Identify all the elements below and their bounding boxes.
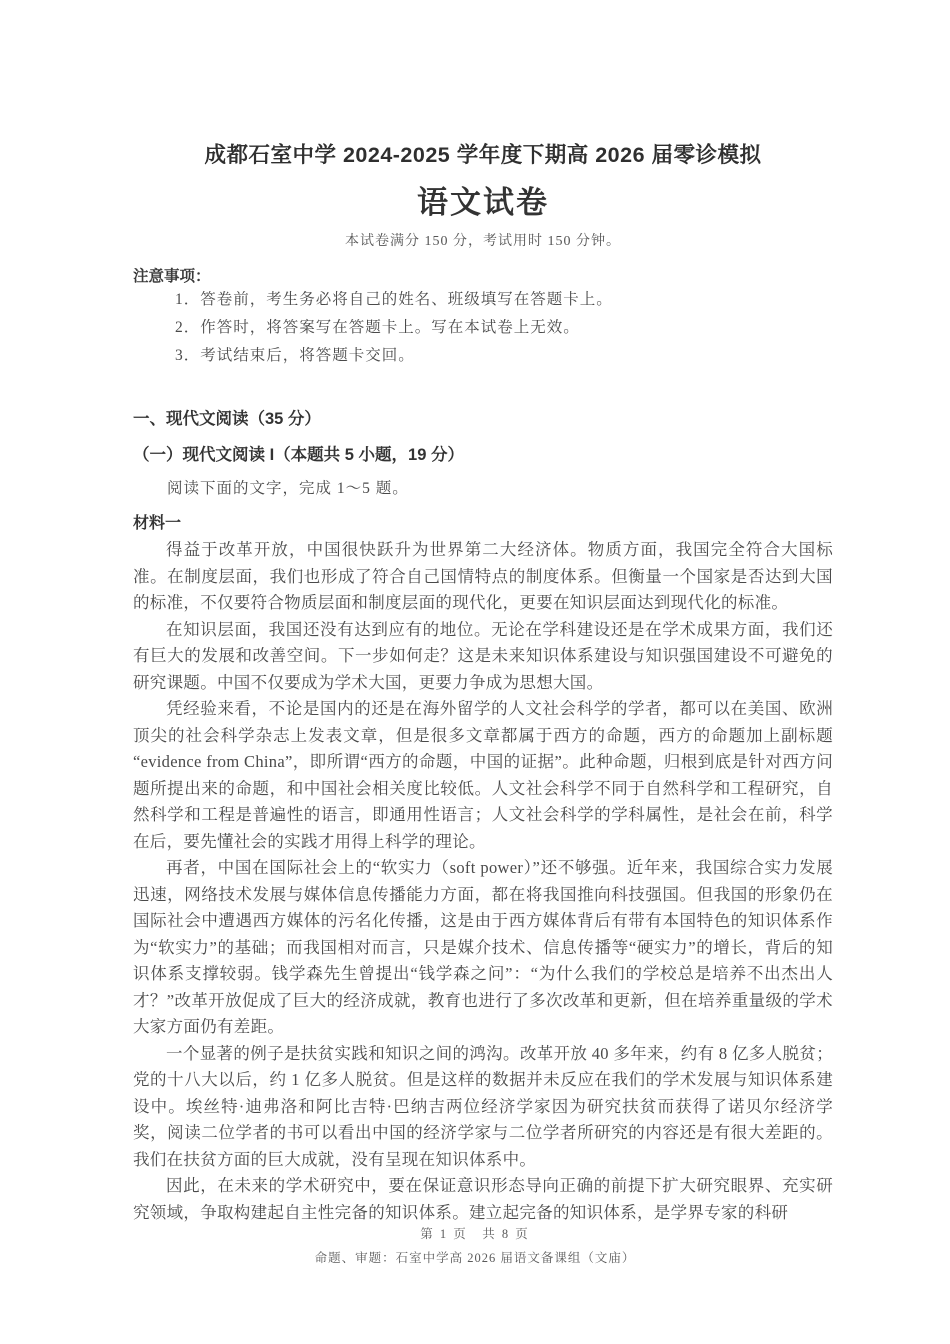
credit-line: 命题、审题：石室中学高 2026 届语文备课组（文庙） bbox=[314, 1251, 636, 1265]
notice-list bbox=[133, 290, 833, 365]
material-paragraph: 在知识层面，我国还没有达到应有的地位。无论在学科建设还是在学术成果方面，我们还有巨大的发展和改善空间。下一步如何走？这是未来知识体系建设与知识强国建设不可避免的研究课题。中国不仅要成为学术大国，更要力争成为思想大国。 bbox=[133, 619, 833, 692]
material-paragraph: 凭经验来看，不论是国内的还是在海外留学的人文社会科学的学者，都可以在美国、欧洲顶尖的社会科学杂志上发表文章，但是很多文章都属于西方的命题，西方的命题加上副标题“evidence from China”，即所谓“西方的命题，中国的证据”。此种命题，归根到底是针对西方问题所提出来的命题，和中国社会相关度比较低。人文社会科学不同于自然科学和工程研究，自然科学和工程是普遍性的语言，即通用性语言；人文社会科学的学科属性，是社会在前，科学在后，要先懂社会的实践才用得上科学的理论。 bbox=[133, 699, 833, 851]
paper-title: 语文试卷 bbox=[417, 185, 549, 220]
material-body bbox=[133, 537, 833, 1226]
reading-instruction: 阅读下面的文字，完成 1～5 题。 bbox=[167, 480, 409, 497]
notice-label: 注意事项： bbox=[133, 268, 211, 285]
school-title: 成都石室中学 2024-2025 学年度下期高 2026 届零诊模拟 bbox=[204, 143, 762, 167]
material-paragraph: 再者，中国在国际社会上的“软实力（soft power）”还不够强。近年来，我国综合实力发展迅速，网络技术发展与媒体信息传播能力方面，都在将我国推向科技强国。但我国的形象仍在国际社会中遭遇西方媒体的污名化传播，这是由于西方媒体背后有带有本国特色的知识体系作为“软实力”的基础；而我国相对而言，只是媒介技术、信息传播等“硬实力”的增长，背后的知识体系支撑较弱。钱学森先生曾提出“钱学森之问”：“为什么我们的学校总是培养不出杰出人才？”改革开放促成了巨大的经济成就，教育也进行了多次改革和更新，但在培养重量级的学术大家方面仍有差距。 bbox=[133, 858, 833, 1036]
material-label: 材料一 bbox=[133, 515, 182, 532]
page-number: 第 1 页 共 8 页 bbox=[420, 1227, 530, 1241]
page-footer bbox=[0, 1224, 950, 1266]
material-paragraph: 一个显著的例子是扶贫实践和知识之间的鸿沟。改革开放 40 多年来，约有 8 亿多人脱贫；党的十八大以后，约 1 亿多人脱贫。但是这样的数据并未反应在我们的学术发展与知识体系建设中。埃丝特·迪弗洛和阿比吉特·巴纳吉两位经济学家因为研究扶贫而获得了诺贝尔经济学奖，阅读二位学者的书可以看出中国的经济学家与二位学者所研究的内容还是有很大差距的。我们在扶贫方面的巨大成就，没有呈现在知识体系中。 bbox=[133, 1043, 833, 1169]
section-heading: 一、现代文阅读（35 分） bbox=[133, 410, 321, 428]
material-paragraph: 得益于改革开放，中国很快跃升为世界第二大经济体。物质方面，我国完全符合大国标准。在制度层面，我们也形成了符合自己国情特点的制度体系。但衡量一个国家是否达到大国的标准，不仅要符合物质层面和制度层面的现代化，更要在知识层面达到现代化的标准。 bbox=[133, 540, 833, 612]
paper-info: 本试卷满分 150 分，考试用时 150 分钟。 bbox=[345, 234, 621, 249]
material-paragraph: 因此，在未来的学术研究中，要在保证意识形态导向正确的前提下扩大研究眼界、充实研究领域，争取构建起自主性完备的知识体系。建立起完备的知识体系，是学界专家的科研 bbox=[133, 1176, 833, 1222]
notice-item: 3．考试结束后，将答题卡交回。 bbox=[175, 347, 415, 364]
page-content bbox=[133, 0, 833, 1226]
notice-item: 1．答卷前，考生务必将自己的姓名、班级填写在答题卡上。 bbox=[175, 291, 613, 308]
notice-item: 2．作答时，将答案写在答题卡上。写在本试卷上无效。 bbox=[175, 319, 580, 336]
subsection-heading: （一）现代文阅读 I（本题共 5 小题，19 分） bbox=[133, 446, 464, 464]
